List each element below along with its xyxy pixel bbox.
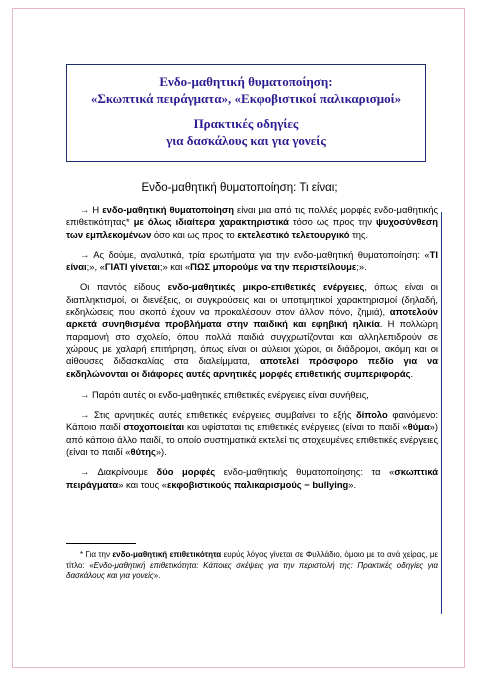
text-run: ενδο-μαθητικής θυματοποίησης: τα « [215,466,395,478]
bold-run: ψυχοσύνθεση των εμπλεκομένων [66,216,438,240]
bold-run: ΠΩΣ μπορούμε να την περιστείλουμε [190,261,357,273]
bold-run: αποτελεί πρόσφορο πεδίο για να εκδηλώνονται οι διάφορες αυτές αρνητικές μορφές επιθετικής συμπεριφοράς [66,355,438,379]
text-run: » και τους « [118,478,167,490]
paragraph-1 [66,204,438,241]
bold-run: αποτελούν αρκετά συνηθισμένα προβλήματα στην παιδική και εφηβική ηλικία [66,306,438,330]
text-run: τόσο ως προς την [288,216,376,228]
paragraph-5 [66,409,438,458]
title-box [66,64,426,162]
text-run: → Ας δούμε, αναλυτικά, τρία ερωτήματα για την ενδο-μαθητική θυματοποίηση: « [80,248,430,260]
text-run: ») από κάποιο άλλο παιδί, το οποίο συστηματικά εκτελεί τις στοχευμένες επιθετικές ενέργειες (είναι το παιδί « [66,421,438,458]
bold-run: θύτης [130,446,156,458]
text-run: ευρύς λόγος γίνεται σε Φυλλάδιο, όμοιο με το ανά χείρας, με τίτλο: « [66,550,438,570]
text-run: είναι μια από τις πολλές μορφές ενδο-μαθητικής επιθετικότητας* [66,204,438,228]
text-run: ;», « [86,261,105,273]
text-run: ». [348,478,357,490]
title-line-2: «Σκωπτικά πειράγματα», «Εκφοβιστικοί παλικαρισμοί» [90,91,402,106]
text-run: και υφίσταται τις επιθετικές ενέργειες (είναι το παιδί « [184,421,408,433]
paragraph-3 [66,281,438,379]
paragraph-4: → Παρότι αυτές οι ενδο-μαθητικές επιθετικές ενέργειες είναι συνήθεις, [80,388,369,400]
text-run: της. [349,228,369,240]
bold-run: ενδο-μαθητικές μικρο-επιθετικές ενέργειες [167,281,365,293]
text-run: → Διακρίνουμε [80,466,157,478]
title-line-1: Ενδο-μαθητική θυματοποίηση: [159,74,333,89]
text-run: Οι παντός είδους [80,281,168,293]
bold-run: στοχοποιείται [123,421,185,433]
bold-run: δύο μορφές [156,466,216,478]
bold-run: ενδο-μαθητική επιθετικότητα [112,550,222,559]
text-run: . [410,367,414,379]
bold-run: σκωπτικά πειράγματα [66,466,438,490]
text-run: ;». [356,261,367,273]
bold-run: εκφοβιστικούς παλικαρισμούς − bullying [166,478,349,490]
paragraph-6 [66,466,438,491]
text-run: , όπως είναι οι διαπληκτισμοί, οι διενέξεις, οι συγκρούσεις και οι υποτιμητικοί χαρακτηρισμοί (δηλαδή, εκδηλώσεις που σκοπό έχουν να προκαλέσουν στον άλλον πόνο, ζημιά), [66,281,438,318]
subtitle-line-1: Πρακτικές οδηγίες [193,116,299,131]
footnote-separator [66,543,136,544]
bold-run: εκτελεστικό τελετουργικό [237,228,350,240]
text-run: → Η [80,204,103,215]
section-heading: Ενδο-μαθητική θυματοποίηση: Τι είναι; [141,182,338,194]
italic-run: Ενδο-μαθητική επιθετικότητα: Κάποιες σκέψεις για την περιστολή της: Πρακτικές οδηγίες για δασκάλους και για γονείς [66,560,438,580]
text-run: φαινόμενο: Κάποιο παιδί [66,409,438,433]
text-run: »). [155,446,167,458]
text-run: * Για την [80,550,113,559]
bold-run: δίπολο [356,409,388,421]
margin-rule [441,212,442,614]
paragraph-2 [66,249,438,274]
bold-run: ΓΙΑΤΙ γίνεται [104,261,160,273]
text-run: . Η πολλώρη παραμονή στο σχολείο, όπου πολλά παιδιά συγχρωτίζονται και αλληλεπιδρούν σε χώρους με χαλαρή επιτήρηση, όπως είναι οι αύλειοι χώροι, οι διάδρομοι, ακόμη και οι αίθουσες διδασκαλίας στα διαλείμματα, [66,318,438,367]
text-run: → Στις αρνητικές αυτές επιθετικές ενέργειες συμβαίνει το εξής [80,409,356,421]
bold-run: ενδο-μαθητική θυματοποίηση [102,204,234,215]
text-run: ». [153,571,161,580]
text-run: ;» και « [159,261,191,273]
bold-run: με όλως ιδιαίτερα χαρακτηριστικά [133,216,289,228]
text-run: όσο και ως προς το [151,228,238,240]
body-text [66,204,438,499]
bold-run: θύμα [407,421,430,433]
subtitle-line-2: για δασκάλους και για γονείς [166,133,326,148]
footnote [66,550,438,582]
bold-run: ΤΙ είναι [66,248,438,273]
